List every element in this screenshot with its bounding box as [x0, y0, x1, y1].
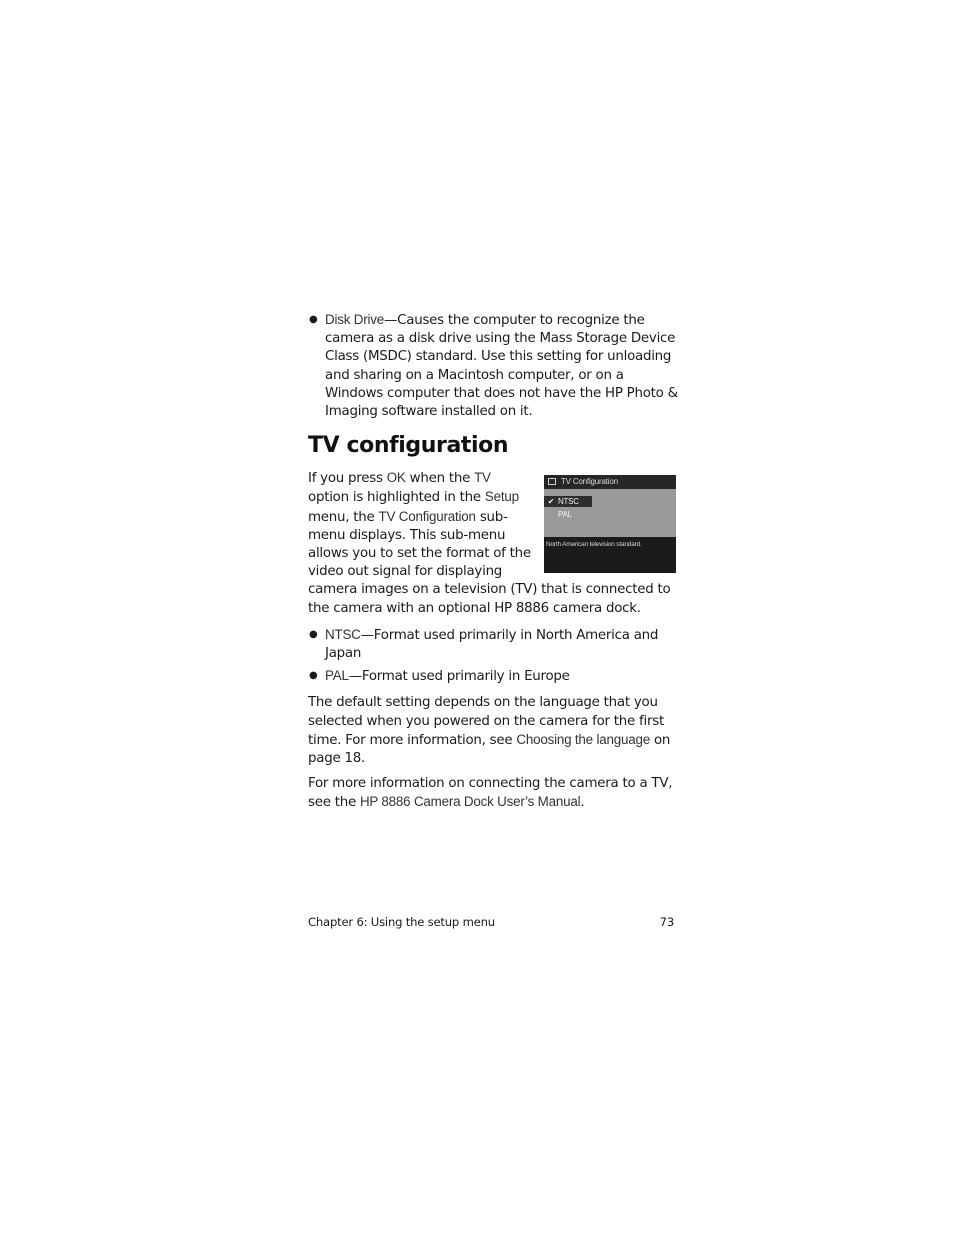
paragraph-text: The default setting depends on the language that you selected when you powered on the camera for the first time. For more information, see	[308, 695, 664, 748]
option-label: NTSC	[558, 497, 579, 507]
more-info-paragraph	[308, 775, 678, 812]
term-pal: PAL	[325, 668, 349, 684]
bullet-icon: ●	[309, 314, 318, 325]
checkmark-icon: ✔	[547, 497, 555, 507]
term-disk-drive: Disk Drive	[325, 312, 385, 327]
list-item-disk-drive	[308, 311, 678, 421]
manual-title: HP 8886 Camera Dock User’s Manual	[359, 794, 581, 810]
intro-text: option is highlighted in the	[308, 490, 485, 506]
section-heading: TV configuration	[308, 433, 509, 459]
tv-icon	[548, 478, 556, 485]
screenshot-menu	[544, 489, 676, 537]
page-number: 73	[659, 915, 674, 929]
term-tv-configuration: TV Configuration	[378, 508, 476, 524]
ntsc-description: —Format used primarily in North America and Japan	[325, 627, 659, 662]
page-footer	[308, 914, 674, 930]
list-item-pal	[308, 667, 678, 686]
bullet-icon: ●	[309, 628, 318, 640]
screenshot-help-text: North American television standard.	[546, 541, 642, 549]
paragraph-text: .	[580, 795, 585, 811]
bullet-icon: ●	[309, 670, 318, 682]
tv-configuration-screenshot	[544, 475, 676, 573]
paragraph-text: on page 18.	[308, 732, 671, 767]
term-ok: OK	[386, 470, 406, 486]
default-setting-paragraph	[308, 694, 678, 768]
list-item-ntsc	[308, 626, 678, 663]
screenshot-title: TV Configuration	[561, 477, 618, 487]
pal-description: —Format used primarily in Europe	[348, 669, 570, 685]
term-tv: TV	[474, 470, 491, 486]
option-label: PAL	[558, 510, 572, 520]
disk-drive-description: —Causes the computer to recognize the camera as a disk drive using the Mass Storage Device Class (MSDC) standard. Use this setting for unloading and sharing on a Macintosh computer, or on a Windows computer that does not have the HP Photo & Imaging software installed on it.	[325, 313, 678, 420]
intro-text: when the	[405, 471, 475, 487]
intro-text: sub-menu displays. This sub-menu allows you to set the format of the video out signal for displaying camera images on a television (TV) that is connected to the camera with an optional HP 8886 camera dock.	[308, 509, 671, 616]
term-ntsc: NTSC	[325, 626, 361, 642]
menu-option-ntsc	[544, 496, 592, 507]
term-setup: Setup	[484, 489, 519, 505]
intro-text: menu, the	[308, 509, 379, 525]
paragraph-text: For more information on connecting the camera to a TV, see the	[308, 776, 673, 811]
menu-option-pal	[544, 509, 592, 520]
page-content	[308, 311, 678, 813]
intro-text: If you press	[308, 471, 387, 487]
screenshot-titlebar	[544, 475, 676, 489]
chapter-label: Chapter 6: Using the setup menu	[308, 915, 495, 929]
link-choosing-the-language[interactable]: Choosing the language	[516, 731, 650, 747]
intro-paragraph	[308, 469, 678, 618]
